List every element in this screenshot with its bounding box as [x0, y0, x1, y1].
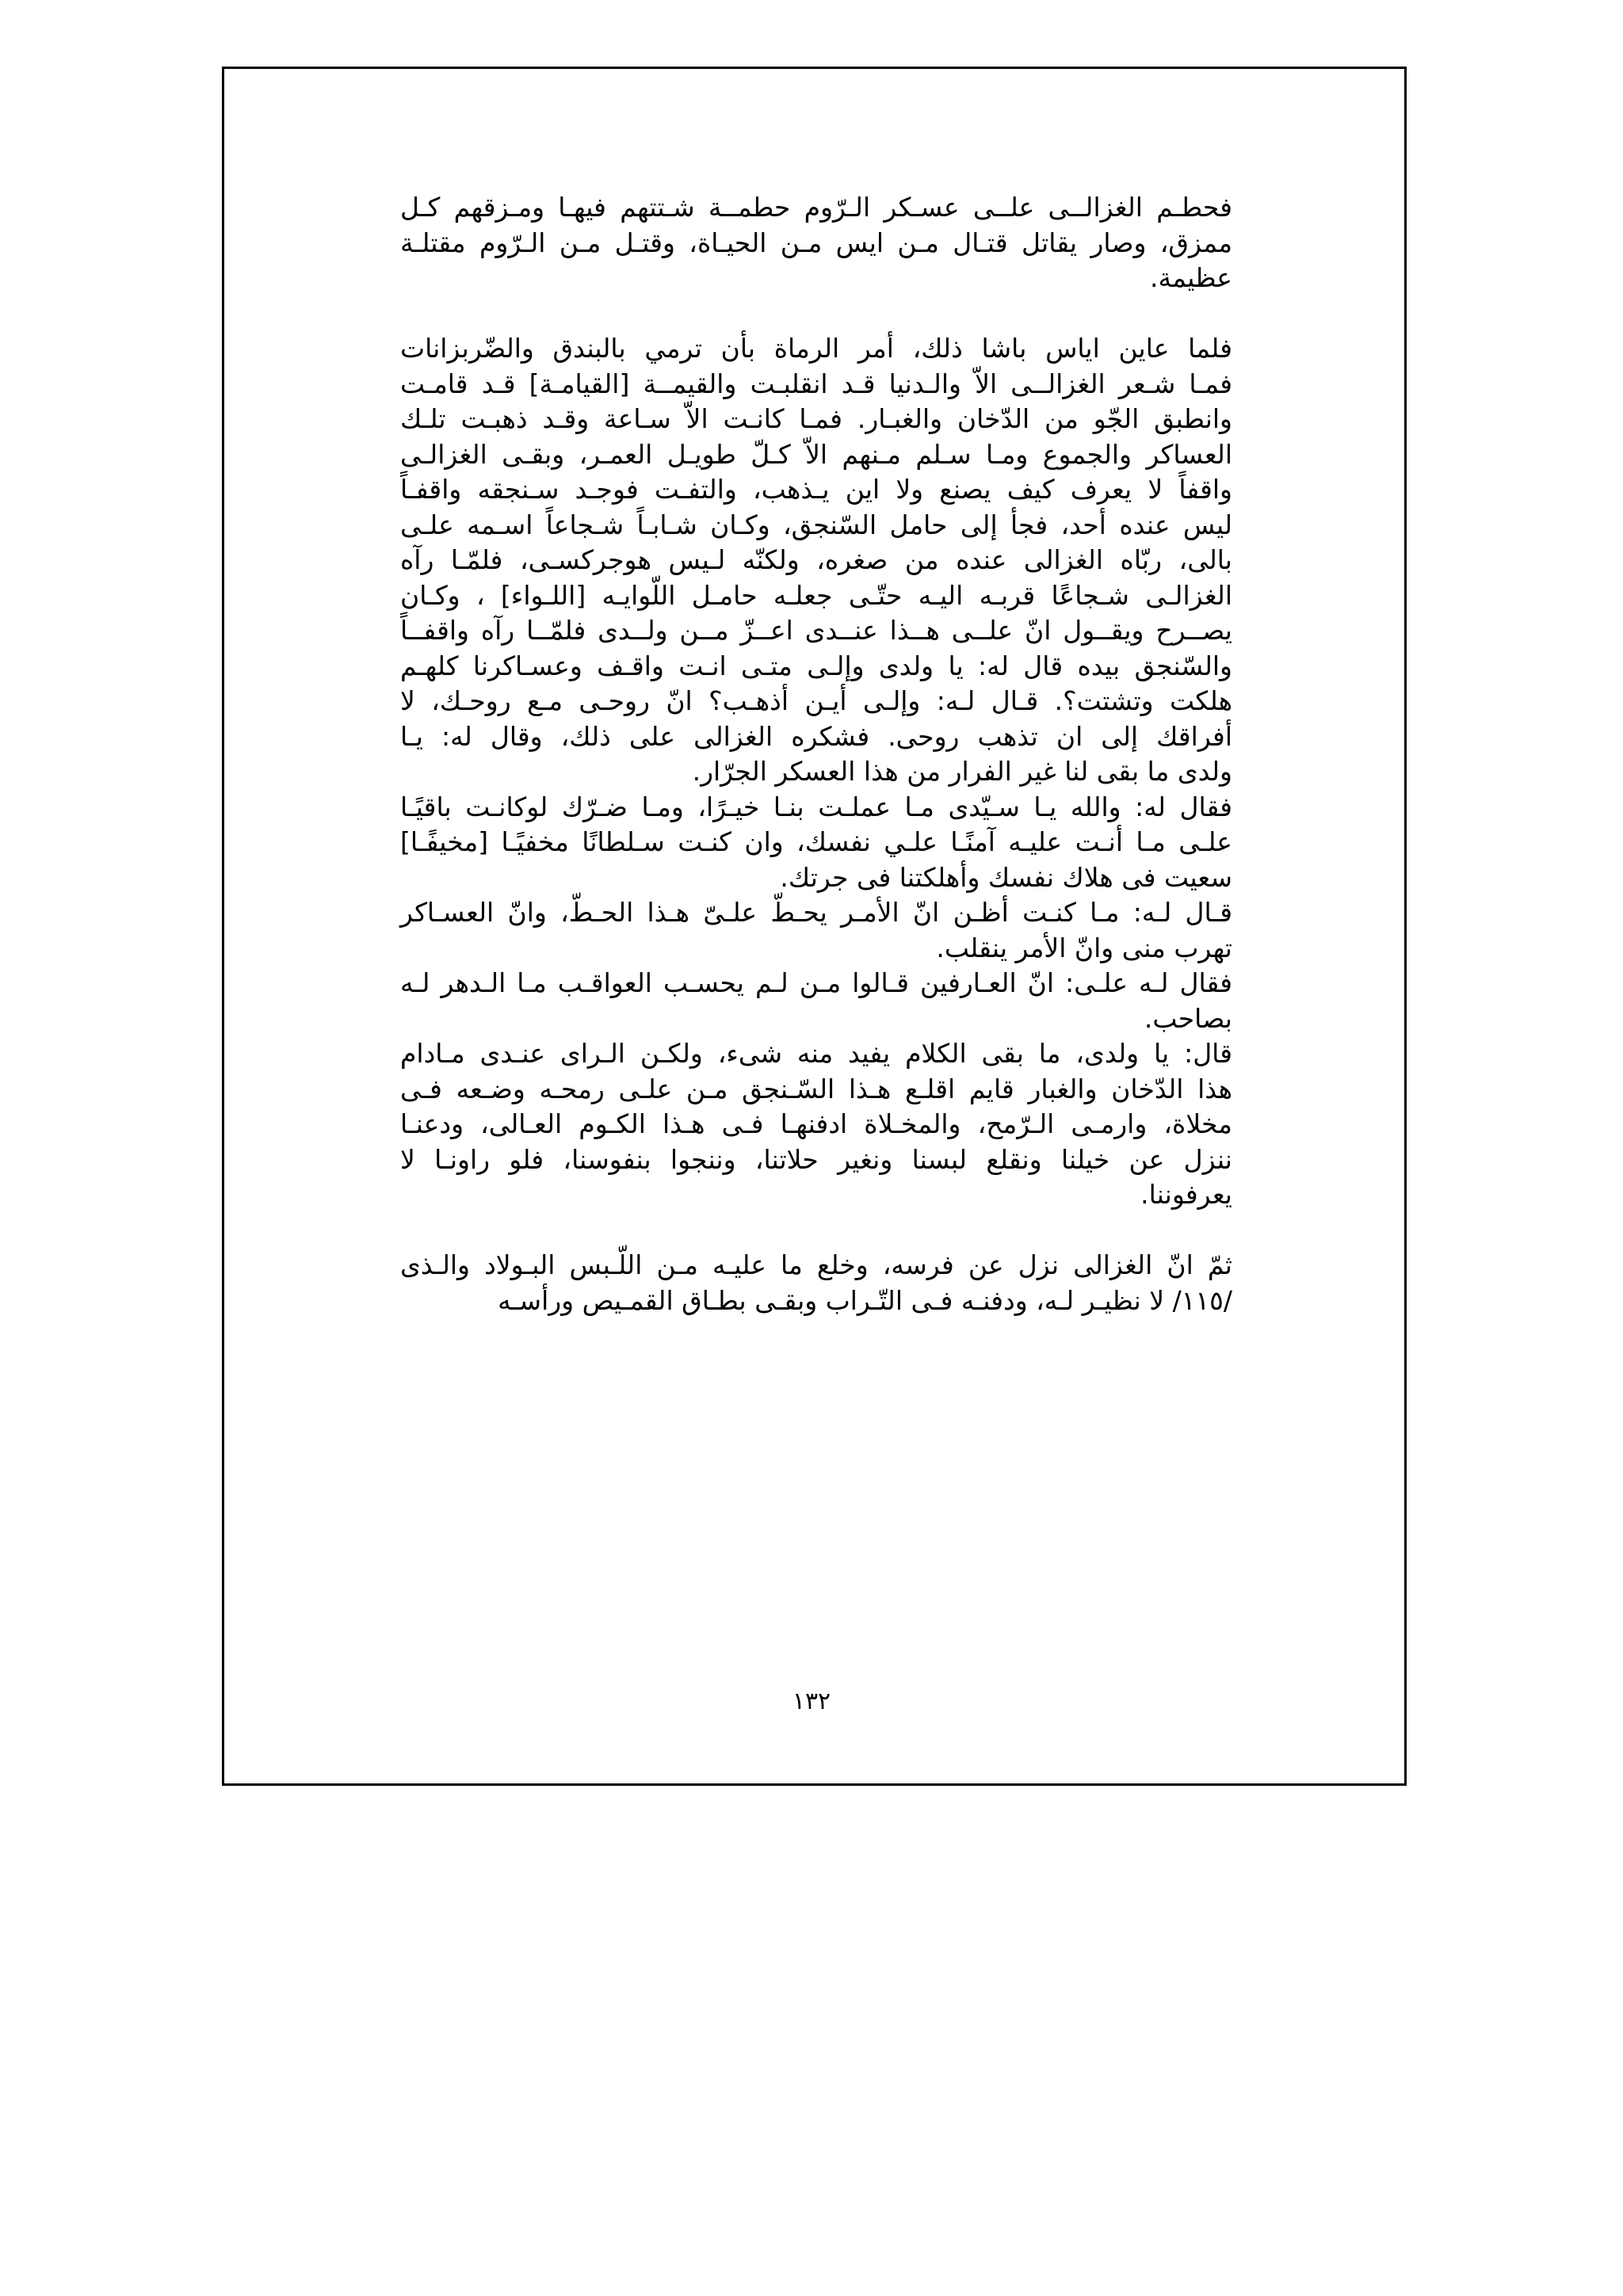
text-line: أفراقك إلى ان تذهب روحى. فشكره الغزالى على ذلك، وقال له: يـا	[400, 720, 1232, 752]
text-line: بالى، ربّاه الغزالى عنده من صغره، ولكنّه لـيس هوجركسـى، فلمّـا رآه	[400, 544, 1232, 575]
paragraph	[400, 966, 1232, 1036]
text-line: بصاحب.	[1144, 1002, 1232, 1034]
text-line: علـى مـا أنـت عليـه آمنًـا علـي نفسك، وان كنـت سـلطانًا مخفيًـا [مخيفًـا]	[400, 826, 1232, 857]
page-number: ١٣٢	[792, 1688, 831, 1715]
paragraph	[400, 190, 1232, 296]
text-line: وانطبق الجّو من الدّخان والغبـار. فمـا كانـت الاّ سـاعة وقـد ذهبـت تلـك	[400, 403, 1232, 434]
text-line: عظيمة.	[1150, 262, 1232, 293]
text-line: ليس عنده أحد، فجأ إلى حامل السّنجق، وكـان شـابـاً شـجاعاً اسـمه علـى	[400, 509, 1232, 540]
text-line: والسّنجق بيده قال له: يا ولدى وإلـى متـى انـت واقـف وعسـاكرنا كلهـم	[400, 650, 1232, 681]
text-line: مخلاة، وارمـى الـرّمح، والمخـلاة ادفنهـا فـى هـذا الكـوم العـالى، ودعنـا	[400, 1108, 1232, 1139]
text-line: يصــرح ويقــول انّ علــى هــذا عنــدى اعــزّ مــن ولــدى فلمّــا رآه واقفــاً	[400, 615, 1232, 646]
text-line: هلكت وتشتت؟. قـال لـه: وإلـى أيـن أذهـب؟ انّ روحـى مـع روحـك، لا	[400, 685, 1232, 716]
text-line: العساكر والجموع ومـا سـلم مـنهم الاّ كـلّ طويـل العمـر، وبقـى الغزالـى	[400, 438, 1232, 470]
text-line: قال: يا ولدى، ما بقى الكلام يفيد منه شىء، ولكـن الـراى عنـدى مـادام	[400, 1038, 1232, 1069]
text-line: قـال لـه: مـا كنـت أظـن انّ الأمـر يحـطّ علـىّ هـذا الحـطّ، وانّ العسـاكر	[400, 897, 1232, 928]
text-line: /١١٥/ لا نظيـر لـه، ودفنـه فـى التّـراب وبقـى بطـاق القمـيص ورأسـه	[498, 1284, 1232, 1316]
text-line: ولدى ما بقى لنا غير الفرار من هذا العسكر الجرّار.	[692, 756, 1232, 787]
text-line: تهرب منى وانّ الأمر ينقلب.	[936, 932, 1232, 963]
text-line: فحطـم الغزالــى علــى عسـكر الـرّوم حطمــة شـتتهم فيهـا ومـزقهم كـل	[400, 192, 1232, 223]
text-line: واقفاً لا يعرف كيف يصنع ولا اين يـذهب، والتفـت فوجـد سـنجقه واقفـاً	[400, 474, 1232, 505]
text-line: فقال لـه علـى: انّ العـارفين قـالوا مـن لـم يحسـب العواقـب مـا الـدهر لـه	[400, 967, 1232, 998]
text-line: يعرفوننا.	[1140, 1179, 1232, 1210]
paragraph	[400, 331, 1232, 790]
text-line: ممزق، وصار يقاتل قتـال مـن ايس مـن الحيـاة، وقتـل مـن الـرّوم مقتلـة	[400, 227, 1232, 258]
text-line: ننزل عن خيلنا ونقلع لبسنا ونغير حلاتنا، وننجوا بنفوسنا، فلو راونـا لا	[400, 1143, 1232, 1175]
paragraph	[400, 1248, 1232, 1318]
paragraph	[400, 895, 1232, 966]
text-line: الغزالـى شـجاعًا قربـه اليـه حتّـى جعلـه حامـل اللّوايـه [اللـواء] ، وكـان	[400, 579, 1232, 611]
text-line: هذا الدّخان والغبار قايم اقلـع هـذا السّـنجق مـن علـى رمحـه وضـعه فـى	[400, 1073, 1232, 1104]
text-line: فلما عاين اياس باشا ذلك، أمر الرماة بأن ترمي بالبندق والضّربزانات	[400, 333, 1232, 364]
paragraph	[400, 1036, 1232, 1213]
text-line: ثمّ انّ الغزالى نزل عن فرسه، وخلع ما عليـه مـن اللّـبس البـولاد والـذى	[400, 1249, 1232, 1280]
text-line: فمـا شـعر الغزالــى الاّ والـدنيا قـد انقلبـت والقيمــة [القيامـة] قـد قامـت	[400, 368, 1232, 399]
text-line: سعيت فى هلاك نفسك وأهلكتنا فى جرتك.	[780, 861, 1232, 893]
document-body	[400, 190, 1232, 1318]
text-line: فقال له: والله يـا سـيّدى مـا عملـت بنـا خيـرًا، ومـا ضـرّك لوكانـت باقيًـا	[400, 791, 1232, 822]
paragraph	[400, 790, 1232, 896]
